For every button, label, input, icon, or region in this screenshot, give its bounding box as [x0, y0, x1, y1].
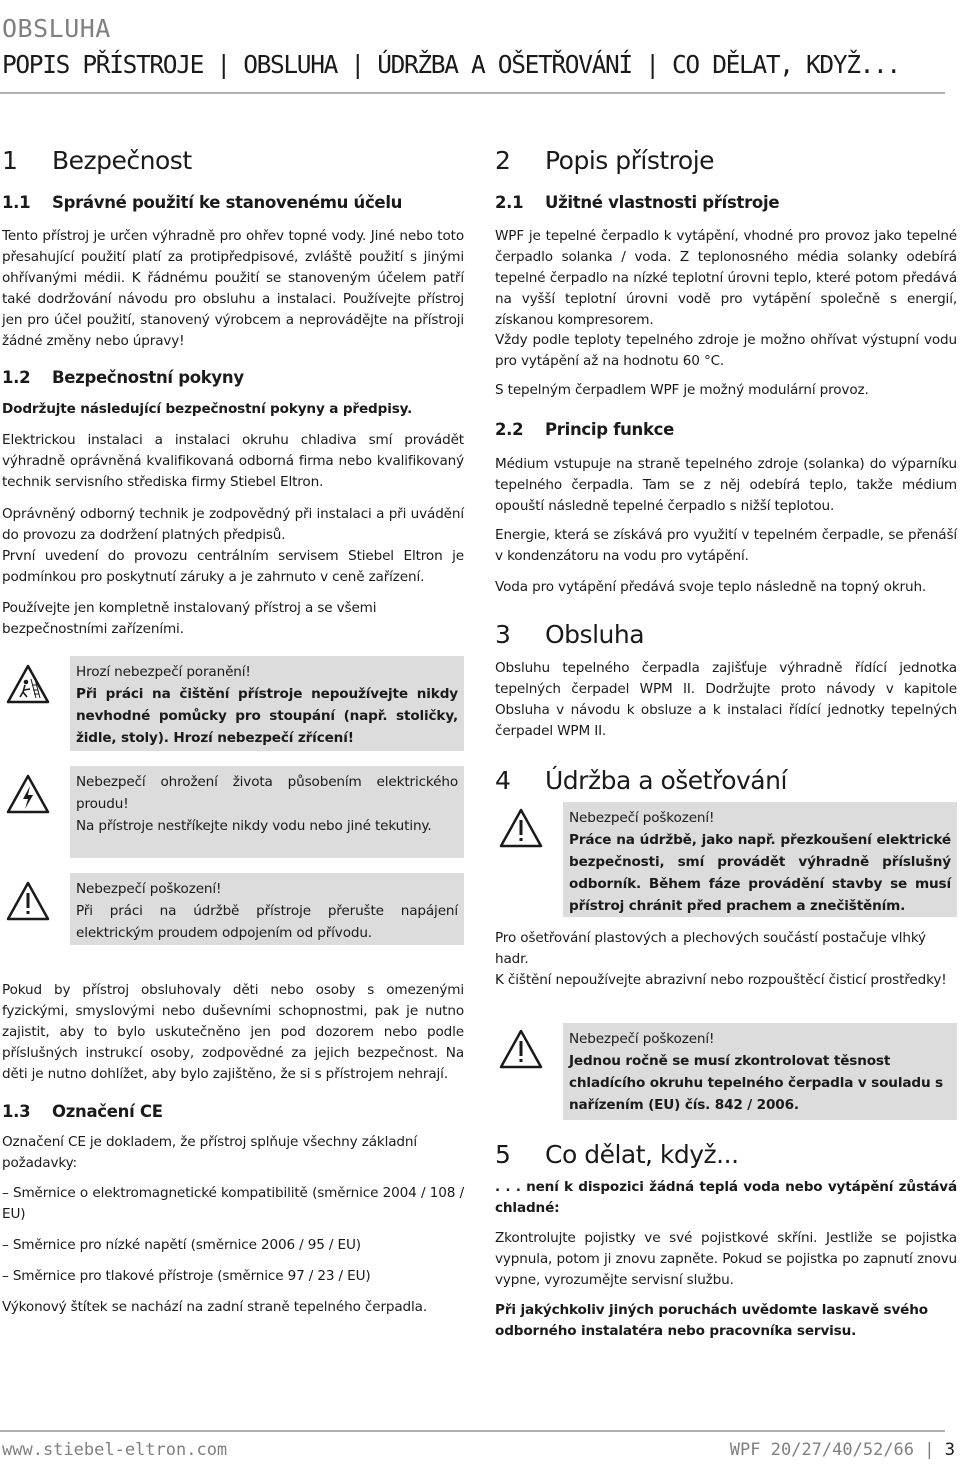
- page-number: 3: [944, 1440, 955, 1460]
- paragraph-wpf-description: WPF je tepelné čerpadlo k vytápění, vhodné pro provoz jako tepelné čerpadlo solanka / voda. Z teplonosného média solanky odebírá tepelné čerpadlo na nízké teplotní úrovni teplo, které potom předává na vyšší teplotní úrovni vodě pro vytápění společně s energií, získanou kompresorem.: [495, 228, 957, 328]
- paragraph-no-hot-water: . . . není k dispozici žádná teplá voda nebo vytápění zůstává chladné:: [495, 1179, 957, 1216]
- footer-model: WPF 20/27/40/52/66 | 3: [729, 1440, 955, 1460]
- paragraph-complete-device: Používejte jen kompletně instalovaný přístroj a se všemi bezpečnostními zařízeními.: [2, 600, 377, 637]
- heading-popis-pristroje: 2 Popis přístroje: [495, 146, 715, 175]
- warning-leak-check-title: Nebezpečí poškození!: [569, 1031, 715, 1047]
- header-nav: POPIS PŘÍSTROJE | OBSLUHA | ÚDRŽBA A OŠETŘOVÁNÍ | CO DĚLAT, KDYŽ...: [2, 50, 900, 79]
- paragraph-other-faults: Při jakýchkoliv jiných poruchách uvědomte laskavě svého odborného instalatéra nebo pracovníka servisu.: [495, 1302, 928, 1339]
- ladder-fall-warning-icon: [6, 664, 50, 704]
- paragraph-safety-lead: Dodržujte následující bezpečnostní pokyny a předpisy.: [2, 401, 413, 417]
- paragraph-ce: Označení CE je dokladem, že přístroj splňuje všechny základní požadavky:: [2, 1134, 417, 1171]
- electric-hazard-icon: [6, 774, 50, 814]
- paragraph-first-startup: První uvedení do provozu centrálním servisem Stiebel Eltron je podmínkou pro poskytnutí záruky a je zahrnuto v ceně zařízení.: [2, 548, 464, 585]
- paragraph-evaporator: Médium vstupuje na straně tepelného zdroje (solanka) do výparníku tepelného čerpadla. Tam se z něj odebírá teplo, takže médium opouští následně tepelné čerpadlo s nižší teplotou.: [495, 456, 957, 514]
- exclamation-warning-icon: [499, 808, 543, 848]
- heading-bezpecnost: 1 Bezpečnost: [2, 146, 192, 175]
- exclamation-warning-icon: [499, 1029, 543, 1069]
- paragraph-technician: Oprávněný odborný technik je zodpovědný při instalaci a při uvádění do provozu za dodržení platných předpisů.: [2, 506, 464, 543]
- page-header: [0, 0, 960, 100]
- warning-electric-title: Nebezpečí ohrožení života působením elektrického proudu!: [76, 774, 458, 812]
- warning-electric-body: Na přístroje nestříkejte nikdy vodu nebo jiné tekutiny.: [76, 818, 432, 834]
- heading-princip-funkce: 2.2 Princip funkce: [495, 420, 675, 439]
- warning-leak-check: [495, 1023, 957, 1120]
- heading-obsluha: 3 Obsluha: [495, 620, 645, 649]
- paragraph-condenser: Energie, která se získává pro využití v tepelném čerpadle, se přenáší v kondenzátoru na vodu pro vytápění.: [495, 527, 957, 564]
- exclamation-warning-icon: [6, 881, 50, 921]
- ce-directive-list: [2, 1183, 464, 1297]
- warning-injury-body: Při práci na čištění přístroje nepoužívejte nikdy nevhodné pomůcky pro stoupání (např. stoličky, židle, stoly). Hrozí nebezpečí zřícení!: [76, 686, 458, 746]
- paragraph-children: Pokud by přístroj obsluhovaly děti nebo osoby s omezenými fyzickými, smyslovými nebo duševními schopnostmi, pak je nutno zajistit, aby to bylo uskutečněno jen pod dozorem nebo podle příslušných instrukcí osoby, zodpovědné za jejich bezpečnost. Na děti je nutno dohlížet, aby bylo zajištěno, že si s přístrojem nehrají.: [2, 982, 464, 1082]
- heading-oznaceni-ce: 1.3 Označení CE: [2, 1102, 163, 1121]
- warning-injury-title: Hrozí nebezpečí poranění!: [76, 664, 251, 680]
- list-item: – Směrnice pro tlakové přístroje (směrnice 97 / 23 / EU): [2, 1268, 371, 1284]
- heading-bezpecnostni-pokyny: 1.2 Bezpečnostní pokyny: [2, 368, 244, 387]
- heading-udrzba: 4 Údržba a ošetřování: [495, 766, 787, 795]
- footer-divider: [0, 1430, 945, 1432]
- warning-injury: [2, 656, 464, 751]
- heading-uzitne-vlastnosti: 2.1 Užitné vlastnosti přístroje: [495, 193, 780, 212]
- warning-leak-check-body: Jednou ročně se musí zkontrolovat těsnost chladícího okruhu tepelného čerpadla v souladu s nařízením (EU) čís. 842 / 2006.: [569, 1053, 943, 1113]
- warning-damage-body: Při práci na údržbě přístroje přerušte napájení elektrickým proudem odpojením od přívodu.: [76, 903, 458, 941]
- warning-maintenance-body: Práce na údržbě, jako např. přezkoušení elektrické bezpečnosti, smí provádět výhradně příslušný odborník. Během fáze provádění stavby se musí přístroj chránit před prachem a znečištěním.: [569, 832, 951, 914]
- paragraph-cleaning-cloth: Pro ošetřování plastových a plechových součástí postačuje vlhký hadr.: [495, 930, 926, 967]
- warning-damage-title: Nebezpečí poškození!: [76, 881, 222, 897]
- warning-electric: [2, 766, 464, 858]
- warning-damage: [2, 873, 464, 945]
- paragraph-intended-use: Tento přístroj je určen výhradně pro ohřev topné vody. Jiné nebo toto přesahující použití platí za protipředpisové, zvláště použití s jinými ohřívanými médii. K řádnému použití se stanoveným účelem patří také dodržování návodu pro obsluhu a instalaci. Používejte přístroj jen pro účel použití, stanovený výrobcem a neprovádějte na přístroji žádné změny nebo úpravy!: [2, 228, 464, 349]
- paragraph-electrical-installation: Elektrickou instalaci a instalaci okruhu chladiva smí provádět výhradně oprávněná kvalifikovaná odborná firma nebo kvalifikovaný technik servisního střediska firmy Stiebel Eltron.: [2, 432, 464, 490]
- paragraph-operation: Obsluhu tepelného čerpadla zajišťuje výhradně řídící jednotka tepelných čerpadel WPM II. Dodržujte proto návody v kapitole Obsluha v návodu k obsluze a k instalaci řídící jednotky tepelných čerpadel WPM II.: [495, 660, 957, 739]
- paragraph-no-abrasives: K čištění nepoužívejte abrazivní nebo rozpouštěcí čisticí prostředky!: [495, 972, 947, 988]
- list-item: – Směrnice pro nízké napětí (směrnice 2006 / 95 / EU): [2, 1237, 361, 1253]
- paragraph-output-temperature: Vždy podle teploty tepelného zdroje je možno ohřívat výstupní vodu pro vytápění až na hodnotu 60 °C.: [495, 332, 957, 369]
- paragraph-nameplate: Výkonový štítek se nachází na zadní straně tepelného čerpadla.: [2, 1299, 428, 1315]
- warning-maintenance-title: Nebezpečí poškození!: [569, 810, 715, 826]
- warning-maintenance: [495, 802, 957, 917]
- paragraph-check-fuses: Zkontrolujte pojistky ve své pojistkové skříni. Jestliže se pojistka vypnula, potom ji znovu zapněte. Pokud se pojistka po zapnutí znovu vypne, vyrozumějte servisní službu.: [495, 1230, 957, 1288]
- heading-co-delat: 5 Co dělat, když...: [495, 1140, 739, 1169]
- header-category: OBSLUHA: [2, 14, 111, 43]
- list-item: – Směrnice o elektromagnetické kompatibilitě (směrnice 2004 / 108 / EU): [2, 1185, 464, 1222]
- heading-spravne-pouziti: 1.1 Správné použití ke stanovenému účelu: [2, 193, 403, 212]
- header-divider: [0, 92, 945, 94]
- paragraph-heating-circuit: Voda pro vytápění předává svoje teplo následně na topný okruh.: [495, 579, 927, 595]
- footer-website: www.stiebel-eltron.com: [2, 1440, 228, 1460]
- paragraph-modular: S tepelným čerpadlem WPF je možný modulární provoz.: [495, 382, 869, 398]
